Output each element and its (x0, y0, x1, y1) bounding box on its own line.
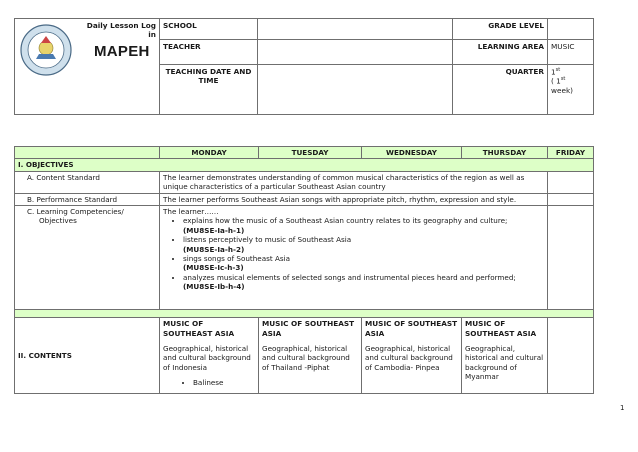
quarter-value[interactable] (548, 65, 594, 115)
quarter-sup: st (555, 67, 561, 73)
subject-title: MAPEH (94, 43, 150, 60)
competencies-list (163, 235, 544, 244)
day-monday: MONDAY (160, 147, 259, 159)
competencies-list (163, 216, 544, 225)
competency-code: (MU8SE-Ia-h-1) (183, 225, 245, 235)
content-standard-friday (548, 171, 594, 193)
lesson-table (14, 146, 594, 394)
teacher-label: TEACHER (160, 40, 258, 65)
date-value[interactable] (258, 65, 453, 115)
contents-bullets (163, 378, 255, 387)
competency-code: (MU8SE-Ib-h-4) (183, 282, 245, 292)
contents-wednesday (362, 318, 462, 394)
school-label: SCHOOL (160, 19, 258, 40)
competency-item (183, 216, 544, 225)
learning-area-label: LEARNING AREA (453, 40, 548, 65)
day-wednesday: WEDNESDAY (362, 147, 462, 159)
quarter-label: QUARTER (453, 65, 548, 115)
performance-standard-friday (548, 193, 594, 205)
contents-thursday (462, 318, 548, 394)
contents-head: MUSIC OF SOUTHEAST ASIA (262, 319, 355, 339)
contents-bullet: • Balinese (193, 378, 255, 387)
competency-text: sings songs of Southeast Asia (183, 254, 291, 264)
quarter-week-label: week) (551, 85, 574, 95)
competencies-label-line2: Objectives (39, 216, 77, 226)
contents-tuesday (259, 318, 362, 394)
competencies-list (163, 254, 544, 263)
competency-item (183, 235, 544, 244)
contents-friday (548, 318, 594, 394)
deped-seal-icon (19, 23, 73, 77)
quarter-week-sup: st (560, 76, 566, 83)
contents-head: MUSIC OF SOUTHEAST ASIA (163, 319, 235, 339)
competency-text: explains how the music of a Southeast Asian country relates to its geography and culture; (183, 216, 508, 226)
learning-area-value[interactable]: MUSIC (548, 40, 594, 65)
day-tuesday: TUESDAY (259, 147, 362, 159)
teacher-value[interactable] (258, 40, 453, 65)
title-line2: in (148, 30, 156, 39)
performance-standard-label: B. Performance Standard (15, 193, 160, 205)
date-label: TEACHING DATE AND TIME (160, 65, 258, 115)
corner-cell (15, 147, 160, 159)
day-thursday: THURSDAY (462, 147, 548, 159)
quarter-week-num: ( 1 (551, 76, 561, 86)
competencies-label-line1: C. Learning Competencies/ (27, 207, 124, 217)
competency-item (183, 254, 544, 263)
performance-standard-text: The learner performs Southeast Asian songs with appropriate pitch, rhythm, expression and style. (160, 193, 548, 205)
content-standard-text: The learner demonstrates understanding of common musical characteristics of the region as well as unique characteristics of a particular Southeast Asian country (160, 171, 548, 193)
separator-row (15, 310, 594, 318)
contents-body: Geographical, historical and cultural background of Myanmar (465, 344, 544, 382)
page-number: 1 (620, 404, 625, 412)
header-table (14, 18, 594, 115)
contents-head: MUSIC OF SOUTHEAST ASIA (365, 319, 458, 339)
competencies-label (15, 206, 160, 310)
title-cell (15, 19, 160, 115)
competency-code: (MU8SE-Ic-h-3) (183, 263, 244, 273)
competencies-list (163, 273, 544, 282)
contents-body: Geographical, historical and cultural background of Cambodia- Pinpea (365, 344, 453, 372)
content-standard-label: A. Content Standard (15, 171, 160, 193)
day-friday: FRIDAY (548, 147, 594, 159)
contents-monday (160, 318, 259, 394)
grade-label: GRADE LEVEL (453, 19, 548, 40)
title-line1: Daily Lesson Log (86, 21, 156, 30)
competency-text: listens perceptively to music of Southeast Asia (183, 235, 352, 245)
competencies-intro: The learner…… (163, 207, 219, 217)
competencies-friday (548, 206, 594, 310)
competency-item (183, 273, 544, 282)
objectives-heading: I. OBJECTIVES (15, 159, 594, 171)
contents-body: Geographical, historical and cultural background of Thailand -Piphat (262, 344, 350, 372)
competency-code: (MU8SE-Ia-h-2) (183, 244, 245, 254)
competency-text: analyzes musical elements of selected songs and instrumental pieces heard and performed; (183, 272, 516, 282)
contents-heading: II. CONTENTS (15, 318, 160, 394)
school-value[interactable] (258, 19, 453, 40)
quarter-num: 1 (551, 67, 556, 77)
grade-value[interactable] (548, 19, 594, 40)
competencies-text (160, 206, 548, 310)
contents-head: MUSIC OF SOUTHEAST ASIA (465, 319, 537, 339)
contents-body: Geographical, historical and cultural background of Indonesia (163, 344, 251, 372)
